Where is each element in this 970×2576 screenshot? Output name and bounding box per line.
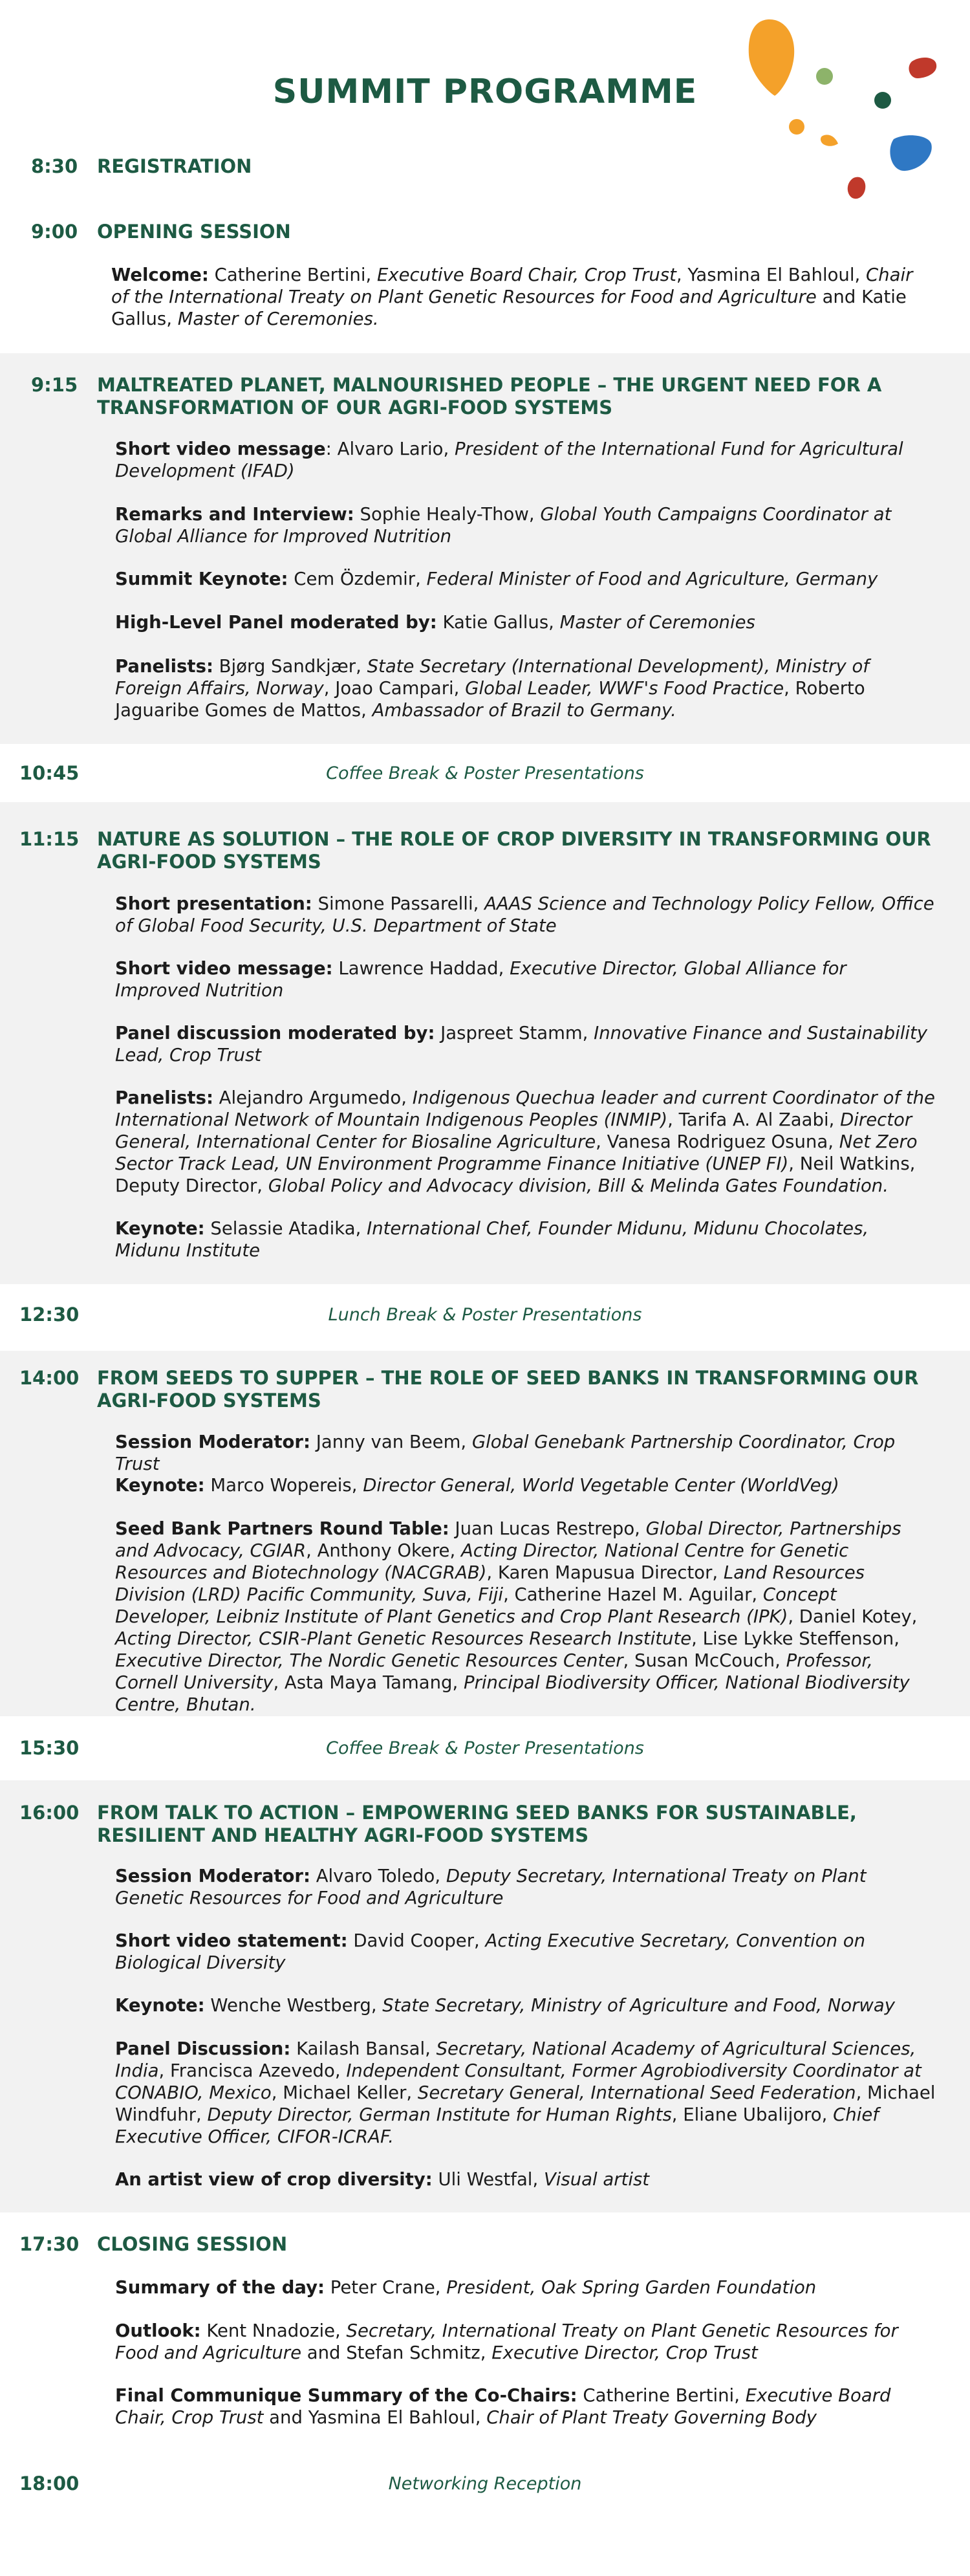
programme-item: [115, 2385, 936, 2429]
item-label: Short presentation:: [115, 893, 312, 914]
item-text: , Karen Mapusua Director,: [486, 1562, 724, 1583]
item-role: President, Oak Spring Garden Foundation: [446, 2277, 817, 2298]
item-role: Innovative Finance and Sustainability Lead, Crop Trust: [115, 1023, 928, 1065]
item-role: Secretary General, International Seed Federation: [417, 2082, 856, 2103]
item-text: Selassie Atadika,: [204, 1218, 367, 1239]
item-text: and Stefan Schmitz,: [301, 2342, 492, 2363]
item-label: Welcome:: [111, 265, 209, 285]
item-label: Session Moderator:: [115, 1866, 310, 1886]
session-title: CLOSING SESSION: [97, 2233, 288, 2255]
item-role: Director General, International Center for Biosaline Agriculture: [115, 1109, 912, 1152]
item-label: Keynote:: [115, 1218, 205, 1239]
item-role: Acting Director, National Centre for Genetic Resources and Biotechnology (NACGRAB): [115, 1540, 849, 1583]
session-title: FROM TALK TO ACTION – EMPOWERING SEED BANKS FOR SUSTAINABLE, RESILIENT AND HEALTHY AGRI-FOOD SYSTEMS: [97, 1802, 857, 1846]
item-role: Federal Minister of Food and Agriculture, Germany: [426, 569, 878, 589]
item-text: and Yasmina El Bahloul,: [263, 2407, 487, 2428]
programme-item: [115, 568, 936, 590]
item-text: , Vanesa Rodriguez Osuna,: [596, 1131, 839, 1152]
item-text: Katie Gallus,: [436, 612, 560, 633]
break-note: Lunch Break & Poster Presentations: [328, 1305, 642, 1325]
break-note: Networking Reception: [388, 2474, 582, 2494]
programme-item: [115, 1087, 936, 1197]
item-text: Kent Nnadozie,: [200, 2320, 347, 2341]
item-text: Kailash Bansal,: [290, 2038, 436, 2059]
item-role: Executive Board Chair, Crop Trust: [376, 265, 676, 285]
programme-item: [115, 2320, 936, 2364]
programme-item: [115, 893, 936, 937]
item-label: Remarks and Interview:: [115, 504, 354, 525]
item-role: Master of Ceremonies.: [177, 309, 379, 329]
break-note: Coffee Break & Poster Presentations: [326, 763, 644, 783]
item-role: Global Leader, WWF's Food Practice: [465, 678, 784, 699]
item-role: AAAS Science and Technology Policy Fellow, Office of Global Food Security, U.S. Department of State: [115, 893, 934, 936]
item-text: Alvaro Toledo,: [310, 1866, 446, 1886]
item-text: Cem Özdemir,: [288, 569, 427, 589]
break-note: Coffee Break & Poster Presentations: [326, 1738, 644, 1758]
item-text: Peter Crane,: [325, 2277, 447, 2298]
item-role: International Chef, Founder Midunu, Midunu Chocolates, Midunu Institute: [115, 1218, 869, 1261]
item-text: , Tarifa A. Al Zaabi,: [667, 1109, 841, 1130]
item-role: Acting Executive Secretary, Convention on Biological Diversity: [115, 1930, 866, 1973]
programme-item: [115, 503, 936, 547]
programme-item: [115, 1930, 936, 1974]
item-label: Panelists:: [115, 656, 213, 677]
item-role: Professor, Cornell University: [115, 1650, 873, 1693]
item-role: Global Youth Campaigns Coordinator at Global Alliance for Improved Nutrition: [115, 504, 892, 547]
item-text: David Cooper,: [347, 1930, 486, 1951]
session-title: REGISTRATION: [97, 155, 252, 177]
item-text: Sophie Healy-Thow,: [354, 504, 541, 525]
programme-item: [115, 2168, 936, 2190]
item-text: , Joao Campari,: [323, 678, 466, 699]
item-label: Panelists:: [115, 1087, 213, 1108]
item-role: Director General, World Vegetable Center (WorldVeg): [363, 1475, 839, 1496]
item-text: Wenche Westberg,: [204, 1995, 383, 2016]
item-role: Chief Executive Officer, CIFOR-ICRAF.: [115, 2104, 879, 2147]
item-text: Janny van Beem,: [310, 1432, 472, 1452]
session-title: FROM SEEDS TO SUPPER – THE ROLE OF SEED BANKS IN TRANSFORMING OUR AGRI-FOOD SYSTEMS: [97, 1367, 919, 1412]
item-text: Catherine Bertini,: [208, 265, 377, 285]
item-role: Deputy Director, German Institute for Human Rights: [207, 2104, 672, 2125]
item-label: High-Level Panel moderated by:: [115, 612, 437, 633]
item-text: and Katie Gallus,: [111, 287, 907, 329]
item-role: Executive Director, The Nordic Genetic Resources Center: [115, 1650, 623, 1671]
item-text: Jaspreet Stamm,: [435, 1023, 594, 1043]
session-time: 9:00: [31, 221, 78, 243]
item-label: Keynote:: [115, 1995, 205, 2016]
item-text: Bjørg Sandkjær,: [213, 656, 367, 677]
item-role: Principal Biodiversity Officer, National Biodiversity Centre, Bhutan.: [115, 1672, 910, 1715]
item-text: Catherine Bertini,: [577, 2385, 746, 2406]
item-role: Chair of the International Treaty on Plant Genetic Resources for Food and Agriculture: [111, 265, 913, 307]
session-title: MALTREATED PLANET, MALNOURISHED PEOPLE – THE URGENT NEED FOR A TRANSFORMATION OF OUR AGRI-FOOD SYSTEMS: [97, 374, 882, 419]
item-role: Visual artist: [543, 2169, 650, 2190]
session-time: 8:30: [31, 155, 78, 177]
session-time: 11:15: [19, 828, 80, 850]
item-text: , Neil Watkins, Deputy Director,: [115, 1153, 916, 1196]
item-role: Chair of Plant Treaty Governing Body: [486, 2407, 817, 2428]
orange-dot-small-shape: [789, 119, 804, 135]
item-label: Short video statement:: [115, 1930, 348, 1951]
session-time: 17:30: [19, 2233, 80, 2255]
item-role: Indigenous Quechua leader and current Coordinator of the International Network of Mountain Indigenous Peoples (INMIP): [115, 1087, 935, 1130]
item-label: An artist view of crop diversity:: [115, 2169, 433, 2190]
item-text: Juan Lucas Restrepo,: [449, 1518, 646, 1539]
item-role: Executive Director, Crop Trust: [491, 2342, 758, 2363]
orange-drop-small-shape: [821, 135, 838, 146]
programme-item: [115, 1518, 936, 1716]
item-text: , Susan McCouch,: [623, 1650, 786, 1671]
programme-item: [115, 611, 936, 633]
item-role: Executive Director, Global Alliance for Improved Nutrition: [115, 958, 846, 1001]
item-role: Net Zero Sector Track Lead, UN Environment Programme Finance Initiative (UNEP FI): [115, 1131, 918, 1174]
item-text: , Anthony Okere,: [306, 1540, 461, 1561]
item-role: Secretary, National Academy of Agricultural Sciences, India: [115, 2038, 916, 2081]
programme-item: [115, 1022, 936, 1066]
item-label: Short video message:: [115, 958, 333, 979]
item-label: Session Moderator:: [115, 1432, 310, 1452]
item-text: , Roberto Jaguaribe Gomes de Mattos,: [115, 678, 865, 721]
item-text: , Asta Maya Tamang,: [273, 1672, 464, 1693]
programme-item: [115, 438, 936, 482]
session-time: 10:45: [19, 762, 80, 784]
session-title: NATURE AS SOLUTION – THE ROLE OF CROP DIVERSITY IN TRANSFORMING OUR AGRI-FOOD SYSTEMS: [97, 828, 931, 873]
item-role: State Secretary, Ministry of Agriculture and Food, Norway: [382, 1995, 896, 2016]
item-role: Global Genebank Partnership Coordinator, Crop Trust: [115, 1432, 896, 1474]
session-time: 16:00: [19, 1802, 80, 1824]
item-role: President of the International Fund for Agricultural Development (IFAD): [115, 439, 903, 481]
item-role: Deputy Secretary, International Treaty on Plant Genetic Resources for Food and Agriculture: [115, 1866, 867, 1908]
item-label: Keynote:: [115, 1475, 205, 1496]
programme-item: [115, 2276, 936, 2298]
session-time: 9:15: [31, 374, 78, 396]
item-role: Secretary, International Treaty on Plant Genetic Resources for Food and Agriculture: [115, 2320, 898, 2363]
item-label: Summary of the day:: [115, 2277, 325, 2298]
item-role: Executive Board Chair, Crop Trust: [115, 2385, 891, 2428]
item-text: Uli Westfal,: [432, 2169, 544, 2190]
red-blob-bottom-shape: [848, 177, 866, 199]
session-time: 15:30: [19, 1737, 80, 1759]
item-label: Final Communique Summary of the Co-Chairs:: [115, 2385, 577, 2406]
programme-item: [115, 1217, 936, 1261]
programme-item: [115, 1865, 936, 1909]
item-role: Land Resources Division (LRD) Pacific Community, Suva, Fiji: [115, 1562, 865, 1605]
item-label: Panel discussion moderated by:: [115, 1023, 435, 1043]
page-title: SUMMIT PROGRAMME: [272, 72, 698, 111]
programme-item: [115, 957, 936, 1001]
item-label: Seed Bank Partners Round Table:: [115, 1518, 449, 1539]
item-text: : Alvaro Lario,: [325, 439, 455, 459]
programme-item: [115, 2038, 936, 2148]
session-time: 18:00: [19, 2472, 80, 2494]
item-text: Alejandro Argumedo,: [213, 1087, 413, 1108]
item-label: Panel Discussion:: [115, 2038, 291, 2059]
item-role: Ambassador of Brazil to Germany.: [372, 700, 676, 721]
programme-item: [115, 1994, 936, 2016]
item-role: Global Policy and Advocacy division, Bill & Melinda Gates Foundation.: [268, 1175, 889, 1196]
item-label: Short video message: [115, 439, 326, 459]
item-role: Global Director, Partnerships and Advocacy, CGIAR: [115, 1518, 901, 1561]
item-text: Marco Wopereis,: [204, 1475, 363, 1496]
programme-item: [115, 655, 936, 721]
item-text: Lawrence Haddad,: [332, 958, 510, 979]
item-text: Simone Passarelli,: [312, 893, 485, 914]
programme-item: [115, 1431, 936, 1475]
welcome-item: [111, 264, 932, 330]
item-role: State Secretary (International Development), Ministry of Foreign Affairs, Norway: [115, 656, 869, 699]
item-text: , Lise Lykke Steffenson,: [691, 1628, 900, 1649]
item-label: Summit Keynote:: [115, 569, 288, 589]
item-role: Independent Consultant, Former Agrobiodiversity Coordinator at CONABIO, Mexico: [115, 2060, 921, 2103]
session-title: OPENING SESSION: [97, 221, 291, 243]
item-text: , Catherine Hazel M. Aguilar,: [503, 1584, 763, 1605]
item-role: Acting Director, CSIR-Plant Genetic Resources Research Institute: [115, 1628, 692, 1649]
item-text: , Daniel Kotey,: [788, 1606, 918, 1627]
item-text: , Michael Keller,: [271, 2082, 418, 2103]
item-text: , Michael Windfuhr,: [115, 2082, 936, 2125]
session-time: 14:00: [19, 1367, 80, 1389]
programme-item: [115, 1474, 936, 1496]
item-label: Outlook:: [115, 2320, 201, 2341]
item-role: Master of Ceremonies: [559, 612, 755, 633]
item-role: Concept Developer, Leibniz Institute of Plant Genetics and Crop Plant Research (IPK): [115, 1584, 837, 1627]
item-text: , Eliane Ubalijoro,: [671, 2104, 834, 2125]
item-text: , Yasmina El Bahloul,: [676, 265, 866, 285]
item-text: , Francisca Azevedo,: [158, 2060, 347, 2081]
session-time: 12:30: [19, 1304, 80, 1326]
